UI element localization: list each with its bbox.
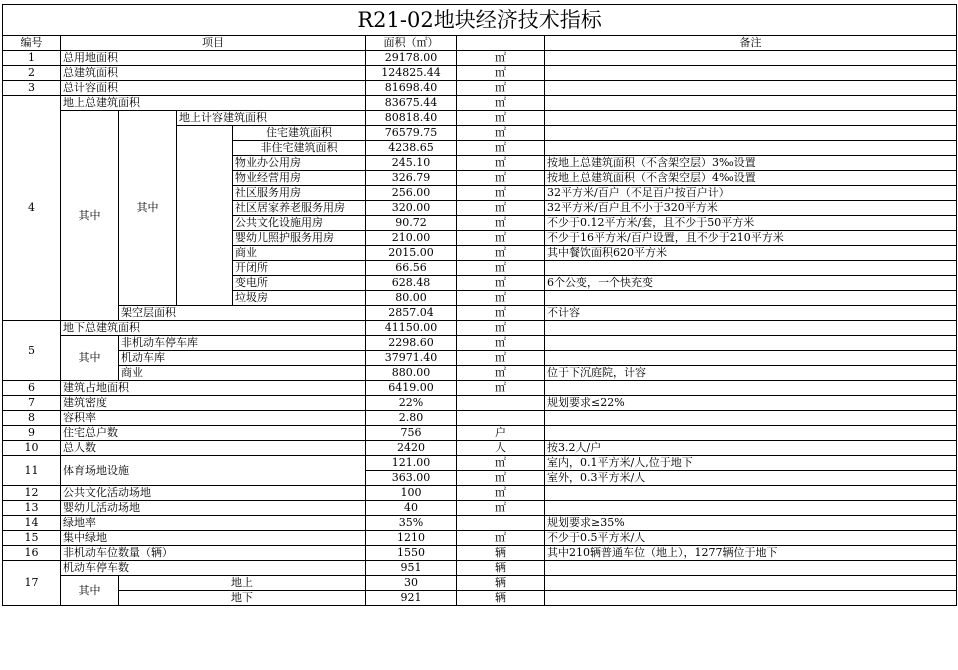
row-unit: ㎡ xyxy=(457,186,545,201)
row-unit: ㎡ xyxy=(457,126,545,141)
row-remark xyxy=(545,291,957,306)
row-unit: ㎡ xyxy=(457,501,545,516)
row-value: 363.00 xyxy=(366,471,457,486)
row-no: 16 xyxy=(3,546,61,561)
row-label: 公共文化设施用房 xyxy=(233,216,366,231)
table-row xyxy=(3,81,957,96)
row-value: 80.00 xyxy=(366,291,457,306)
row-unit: ㎡ xyxy=(457,156,545,171)
row-remark: 按地上总建筑面积（不含架空层）4‰设置 xyxy=(545,171,957,186)
row-remark xyxy=(545,81,957,96)
row-unit: 辆 xyxy=(457,561,545,576)
row-value: 124825.44 xyxy=(366,66,457,81)
table-row xyxy=(3,531,957,546)
row-no: 1 xyxy=(3,51,61,66)
table-row xyxy=(3,96,957,111)
row-value: 81698.40 xyxy=(366,81,457,96)
row-value: 121.00 xyxy=(366,456,457,471)
row-unit: ㎡ xyxy=(457,171,545,186)
row-value: 100 xyxy=(366,486,457,501)
row-remark xyxy=(545,261,957,276)
row-remark: 其中210辆普通车位（地上），1277辆位于地下 xyxy=(545,546,957,561)
row-remark xyxy=(545,111,957,126)
row-label: 婴幼儿活动场地 xyxy=(61,501,366,516)
header-item: 项目 xyxy=(61,36,366,51)
row-value: 628.48 xyxy=(366,276,457,291)
row-remark: 不少于16平方米/百户设置，且不少于210平方米 xyxy=(545,231,957,246)
row-value: 30 xyxy=(366,576,457,591)
row-unit: ㎡ xyxy=(457,336,545,351)
row-unit: ㎡ xyxy=(457,531,545,546)
row-value: 2015.00 xyxy=(366,246,457,261)
row-value: 880.00 xyxy=(366,366,457,381)
row-label: 地下 xyxy=(119,591,366,606)
row-label: 住宅建筑面积 xyxy=(233,126,366,141)
row-no: 4 xyxy=(3,96,61,321)
row-label: 社区服务用房 xyxy=(233,186,366,201)
table-row xyxy=(3,51,957,66)
row-label: 非机动车停车库 xyxy=(119,336,366,351)
row-unit: ㎡ xyxy=(457,261,545,276)
row-value: 1550 xyxy=(366,546,457,561)
row-label: 总人数 xyxy=(61,441,366,456)
row-label: 地上 xyxy=(119,576,366,591)
table-row xyxy=(3,441,957,456)
row-value: 2.80 xyxy=(366,411,457,426)
row-remark xyxy=(545,321,957,336)
row-unit: 户 xyxy=(457,426,545,441)
row-label: 机动车停车数 xyxy=(61,561,366,576)
row-remark: 32平方米/百户（不足百户按百户计） xyxy=(545,186,957,201)
row-no: 3 xyxy=(3,81,61,96)
table-row xyxy=(3,66,957,81)
row-label: 婴幼儿照护服务用房 xyxy=(233,231,366,246)
table-row xyxy=(3,321,957,336)
row-label: 体育场地设施 xyxy=(61,456,366,486)
row-no: 5 xyxy=(3,321,61,381)
row-value: 6419.00 xyxy=(366,381,457,396)
table-row xyxy=(3,306,957,321)
row-value: 90.72 xyxy=(366,216,457,231)
row-unit: ㎡ xyxy=(457,306,545,321)
row-unit: ㎡ xyxy=(457,246,545,261)
row-value: 2420 xyxy=(366,441,457,456)
row-label: 建筑密度 xyxy=(61,396,366,411)
table-row xyxy=(3,486,957,501)
row-label: 地上总建筑面积 xyxy=(61,96,366,111)
row-label: 地上计容建筑面积 xyxy=(177,111,366,126)
table-row xyxy=(3,336,957,351)
row-label: 地下总建筑面积 xyxy=(61,321,366,336)
row-unit: ㎡ xyxy=(457,231,545,246)
row-remark xyxy=(545,576,957,591)
row-unit xyxy=(457,411,545,426)
row-unit: 人 xyxy=(457,441,545,456)
row-remark xyxy=(545,141,957,156)
group-label: 其中 xyxy=(61,111,119,321)
group-label: 其中 xyxy=(61,336,119,381)
row-unit: ㎡ xyxy=(457,291,545,306)
table-row xyxy=(3,561,957,576)
row-value: 921 xyxy=(366,591,457,606)
row-label: 物业办公用房 xyxy=(233,156,366,171)
row-unit: ㎡ xyxy=(457,81,545,96)
row-unit: ㎡ xyxy=(457,321,545,336)
table-row xyxy=(3,591,957,606)
row-remark: 室内，0.1平方米/人,位于地下 xyxy=(545,456,957,471)
row-unit: ㎡ xyxy=(457,111,545,126)
row-unit: ㎡ xyxy=(457,351,545,366)
row-label: 开闭所 xyxy=(233,261,366,276)
row-unit: ㎡ xyxy=(457,141,545,156)
row-value: 40 xyxy=(366,501,457,516)
table-row xyxy=(3,366,957,381)
table-row xyxy=(3,546,957,561)
row-unit: ㎡ xyxy=(457,51,545,66)
row-label: 社区居家养老服务用房 xyxy=(233,201,366,216)
row-remark: 规划要求≤22% xyxy=(545,396,957,411)
row-remark: 6个公变，一个快充变 xyxy=(545,276,957,291)
table-row xyxy=(3,381,957,396)
row-no: 14 xyxy=(3,516,61,531)
row-remark: 按3.2人/户 xyxy=(545,441,957,456)
row-remark: 规划要求≥35% xyxy=(545,516,957,531)
row-value: 256.00 xyxy=(366,186,457,201)
row-no: 10 xyxy=(3,441,61,456)
row-value: 2298.60 xyxy=(366,336,457,351)
row-remark xyxy=(545,486,957,501)
table-row xyxy=(3,501,957,516)
row-value: 951 xyxy=(366,561,457,576)
table-row xyxy=(3,411,957,426)
row-label: 总用地面积 xyxy=(61,51,366,66)
table-row xyxy=(3,111,957,126)
row-remark xyxy=(545,381,957,396)
row-no: 9 xyxy=(3,426,61,441)
row-unit: ㎡ xyxy=(457,276,545,291)
row-unit: ㎡ xyxy=(457,471,545,486)
row-value: 320.00 xyxy=(366,201,457,216)
row-no: 13 xyxy=(3,501,61,516)
row-label: 总计容面积 xyxy=(61,81,366,96)
row-value: 326.79 xyxy=(366,171,457,186)
row-remark xyxy=(545,51,957,66)
row-label: 商业 xyxy=(233,246,366,261)
row-no: 8 xyxy=(3,411,61,426)
header-no: 编号 xyxy=(3,36,61,51)
group-label: 其中 xyxy=(61,576,119,606)
row-label: 公共文化活动场地 xyxy=(61,486,366,501)
row-remark: 32平方米/百户且不小于320平方米 xyxy=(545,201,957,216)
row-value: 80818.40 xyxy=(366,111,457,126)
row-unit: ㎡ xyxy=(457,216,545,231)
row-remark xyxy=(545,336,957,351)
table-row xyxy=(3,516,957,531)
row-label: 容积率 xyxy=(61,411,366,426)
header-row xyxy=(3,36,957,51)
row-unit xyxy=(457,396,545,411)
row-label: 商业 xyxy=(119,366,366,381)
header-unit xyxy=(457,36,545,51)
row-label: 垃圾房 xyxy=(233,291,366,306)
row-value: 756 xyxy=(366,426,457,441)
row-unit: 辆 xyxy=(457,576,545,591)
row-unit: ㎡ xyxy=(457,366,545,381)
table-row xyxy=(3,456,957,471)
row-label: 机动车库 xyxy=(119,351,366,366)
row-label: 住宅总户数 xyxy=(61,426,366,441)
header-remark: 备注 xyxy=(545,36,957,51)
row-value: 2857.04 xyxy=(366,306,457,321)
row-label: 集中绿地 xyxy=(61,531,366,546)
row-unit: ㎡ xyxy=(457,381,545,396)
row-unit: ㎡ xyxy=(457,456,545,471)
sheet-title: R21-02地块经济技术指标 xyxy=(3,5,957,36)
row-remark: 其中餐饮面积620平方米 xyxy=(545,246,957,261)
row-unit: ㎡ xyxy=(457,201,545,216)
row-no: 12 xyxy=(3,486,61,501)
row-unit: 辆 xyxy=(457,591,545,606)
row-value: 66.56 xyxy=(366,261,457,276)
row-remark xyxy=(545,351,957,366)
row-value: 4238.65 xyxy=(366,141,457,156)
row-label: 总建筑面积 xyxy=(61,66,366,81)
row-remark: 位于下沉庭院，计容 xyxy=(545,366,957,381)
row-no: 17 xyxy=(3,561,61,606)
row-value: 41150.00 xyxy=(366,321,457,336)
row-no: 2 xyxy=(3,66,61,81)
row-remark xyxy=(545,501,957,516)
indicator-table xyxy=(2,4,957,606)
row-label: 变电所 xyxy=(233,276,366,291)
row-label: 架空层面积 xyxy=(119,306,366,321)
row-remark: 不计容 xyxy=(545,306,957,321)
header-area: 面积（㎡） xyxy=(366,36,457,51)
row-unit: ㎡ xyxy=(457,66,545,81)
row-no: 6 xyxy=(3,381,61,396)
row-unit: ㎡ xyxy=(457,96,545,111)
row-value: 76579.75 xyxy=(366,126,457,141)
table-row xyxy=(3,351,957,366)
row-remark xyxy=(545,426,957,441)
row-no: 11 xyxy=(3,456,61,486)
row-value: 83675.44 xyxy=(366,96,457,111)
row-value: 22% xyxy=(366,396,457,411)
row-value: 29178.00 xyxy=(366,51,457,66)
title-row xyxy=(3,5,957,36)
table-row xyxy=(3,396,957,411)
row-value: 210.00 xyxy=(366,231,457,246)
row-label: 建筑占地面积 xyxy=(61,381,366,396)
row-label: 物业经营用房 xyxy=(233,171,366,186)
row-unit: ㎡ xyxy=(457,486,545,501)
row-remark: 不少于0.12平方米/套，且不少于50平方米 xyxy=(545,216,957,231)
row-unit xyxy=(457,516,545,531)
row-remark: 不少于0.5平方米/人 xyxy=(545,531,957,546)
row-remark xyxy=(545,66,957,81)
row-value: 37971.40 xyxy=(366,351,457,366)
row-remark: 按地上总建筑面积（不含架空层）3‰设置 xyxy=(545,156,957,171)
blank-cell xyxy=(177,126,233,306)
row-unit: 辆 xyxy=(457,546,545,561)
row-remark xyxy=(545,591,957,606)
row-label: 非机动车位数量（辆） xyxy=(61,546,366,561)
row-value: 35% xyxy=(366,516,457,531)
row-remark xyxy=(545,126,957,141)
table-row xyxy=(3,576,957,591)
row-no: 15 xyxy=(3,531,61,546)
row-remark xyxy=(545,561,957,576)
row-remark xyxy=(545,411,957,426)
row-value: 1210 xyxy=(366,531,457,546)
row-no: 7 xyxy=(3,396,61,411)
row-remark: 室外，0.3平方米/人 xyxy=(545,471,957,486)
row-remark xyxy=(545,96,957,111)
row-label: 绿地率 xyxy=(61,516,366,531)
group-label: 其中 xyxy=(119,111,177,306)
row-value: 245.10 xyxy=(366,156,457,171)
row-label: 非住宅建筑面积 xyxy=(233,141,366,156)
table-row xyxy=(3,426,957,441)
